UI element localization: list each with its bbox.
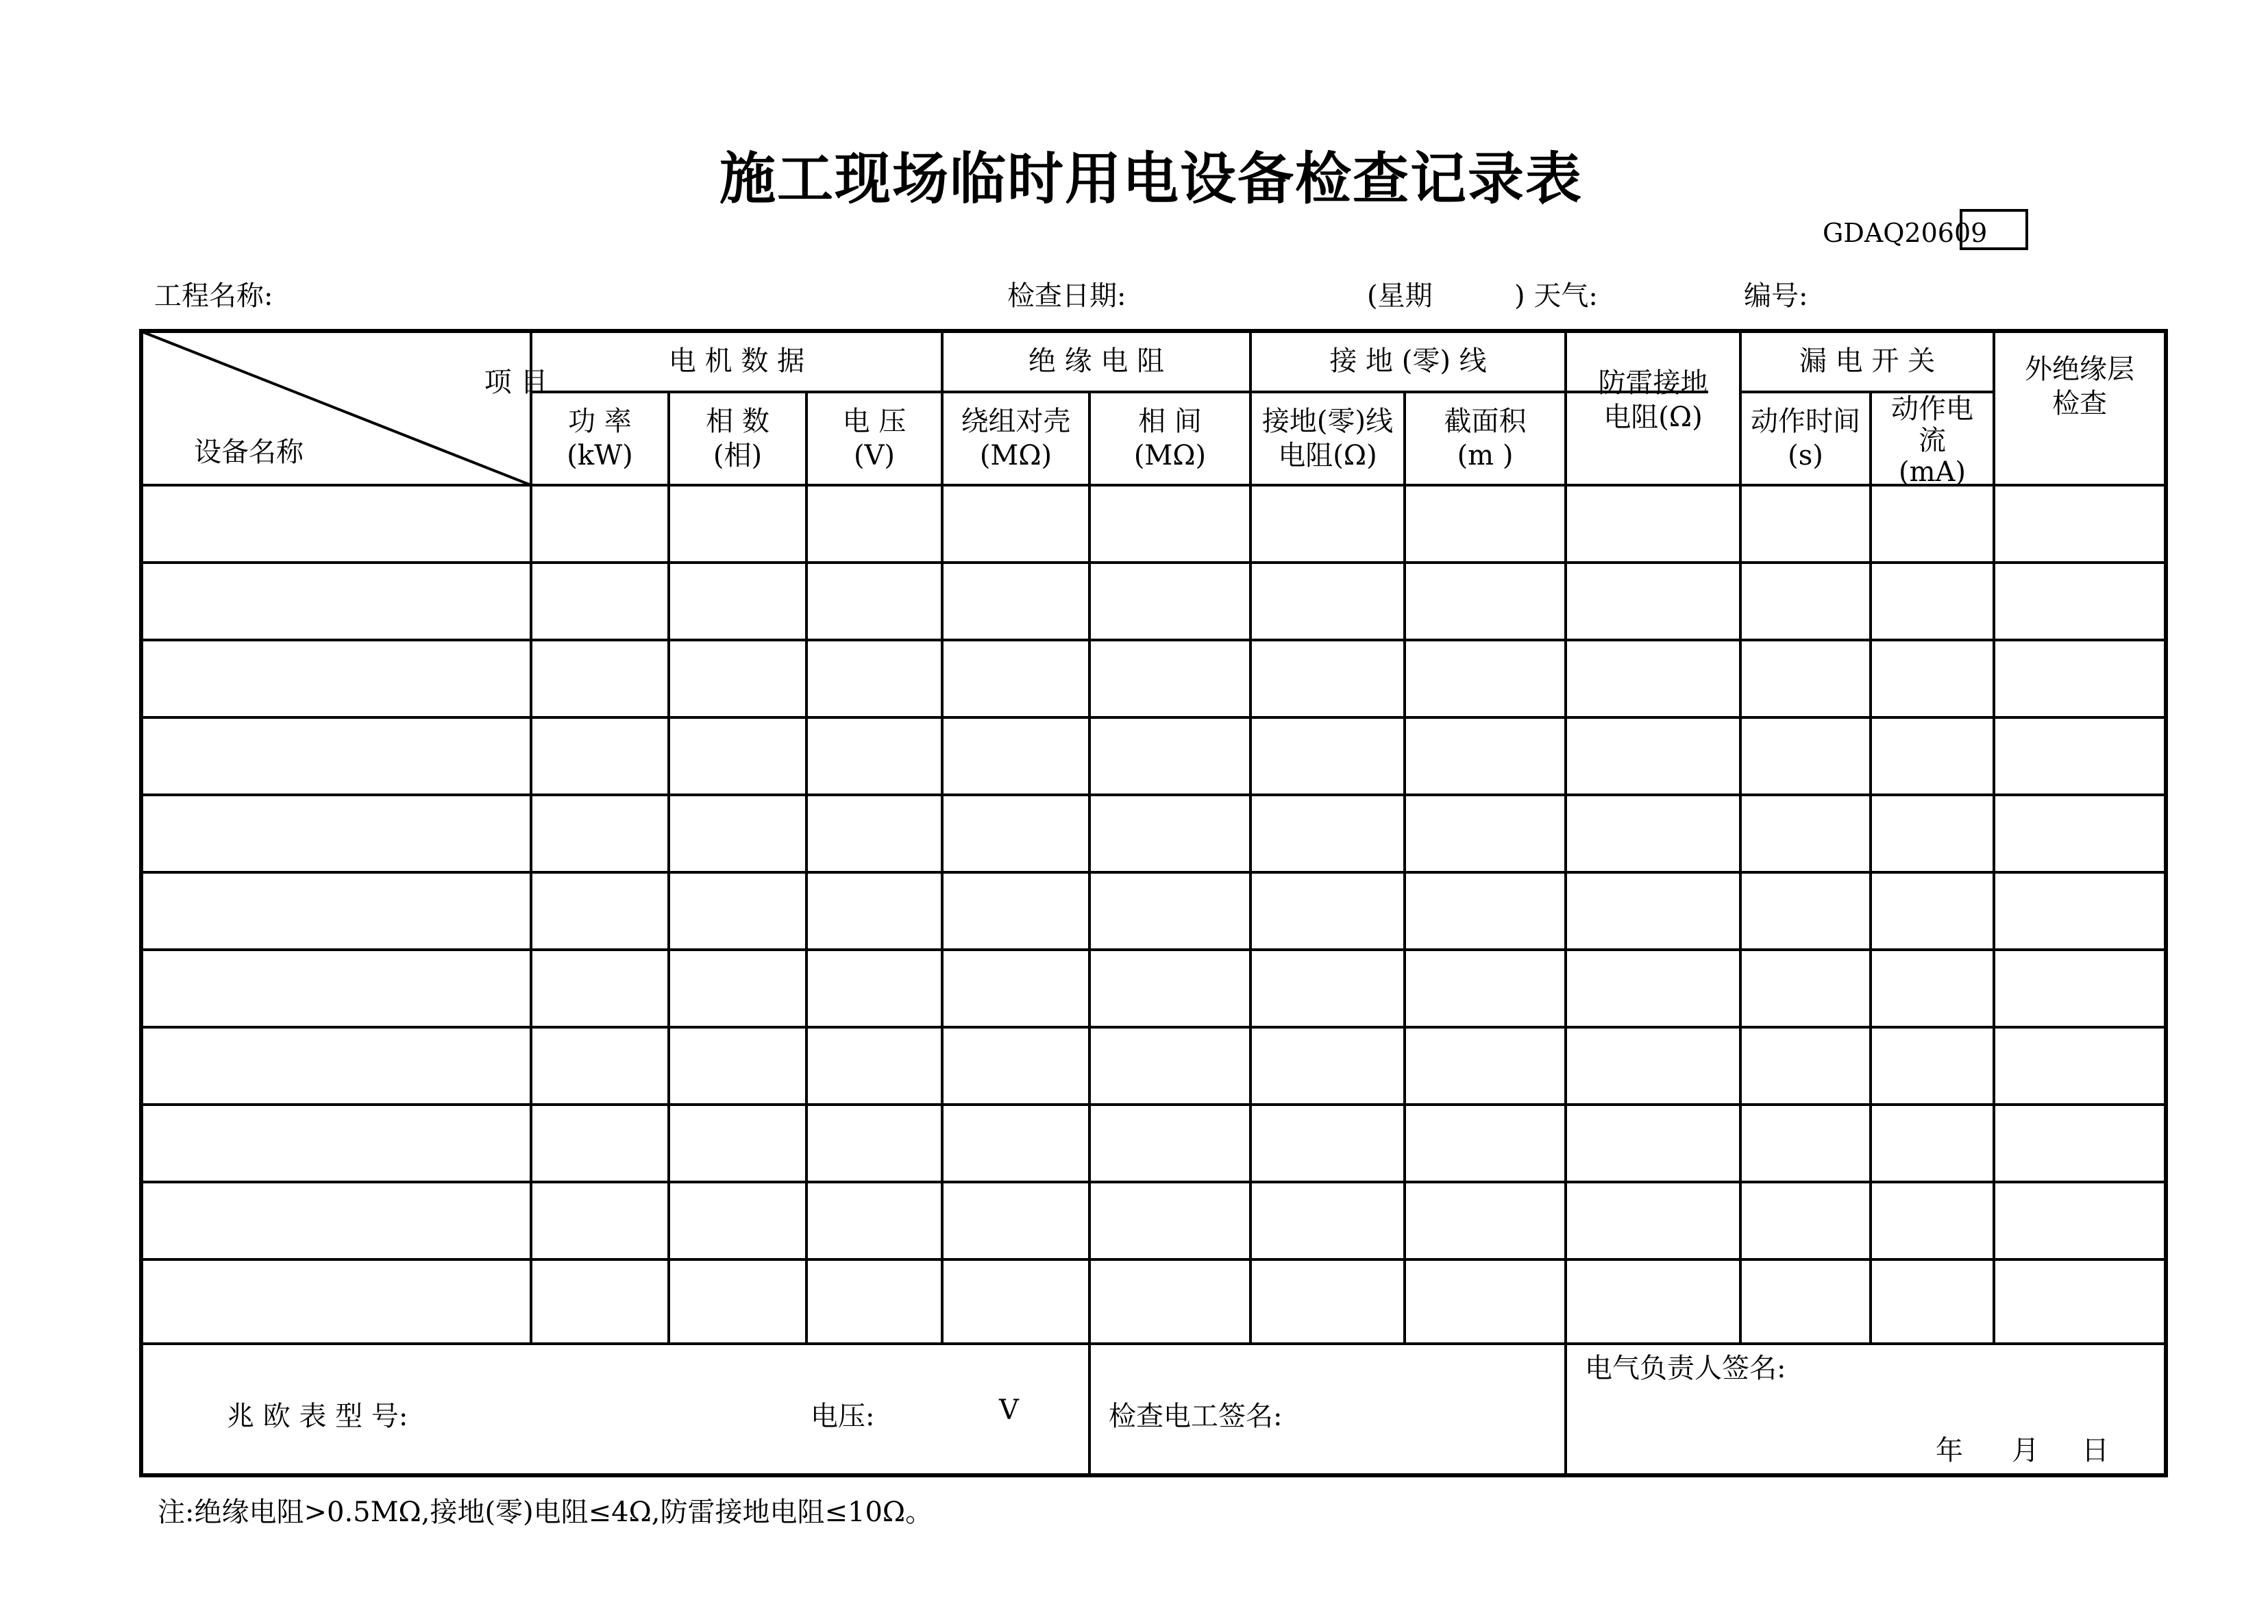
record-number-label: 编号: [1744, 280, 1808, 312]
row-line [139, 1258, 2168, 1261]
row-line [139, 1103, 2168, 1106]
winding-to-shell-header: 绕组对壳 (MΩ) [961, 406, 1071, 471]
interphase-header: 相 间 (MΩ) [1133, 406, 1207, 471]
row-line [139, 639, 2168, 641]
month-label: 月 [2012, 1435, 2039, 1466]
row-line [139, 793, 2168, 796]
table-border-right [2164, 329, 2168, 1477]
insulation-resistance-header: 绝 缘 电 阻 [1028, 345, 1165, 377]
col-line [667, 391, 670, 1342]
action-time-header: 动作时间 (s) [1751, 406, 1860, 471]
row-line [139, 1181, 2168, 1183]
motor-data-header: 电 机 数 据 [668, 345, 805, 377]
row-line [139, 716, 2168, 719]
col-line [1088, 391, 1091, 1477]
table-border-left [139, 329, 143, 1477]
project-name-label: 工程名称: [154, 280, 273, 312]
footer-line-top [139, 1342, 2168, 1345]
col-line [1993, 329, 1995, 1342]
day-label: 日 [2082, 1435, 2109, 1466]
voltage-unit: V [999, 1394, 1019, 1426]
device-name-header: 设备名称 [194, 436, 304, 468]
col-line [1869, 391, 1872, 1342]
supervisor-signature-label: 电气负责人签名: [1585, 1353, 1786, 1384]
weather-label: ) 天气: [1514, 280, 1598, 312]
footnote: 注:绝缘电阻>0.5MΩ,接地(零)电阻≤4Ω,防雷接地电阻≤10Ω。 [158, 1497, 933, 1528]
phase-header: 相 数 (相) [706, 406, 769, 471]
col-line [1403, 391, 1406, 1342]
megohmmeter-model-label: 兆 欧 表 型 号: [227, 1401, 408, 1432]
form-code: GDAQ20609 [1823, 218, 1988, 248]
grounding-header: 接 地 (零) 线 [1329, 345, 1487, 377]
row-line [139, 1026, 2168, 1029]
electrician-signature-label: 检查电工签名: [1109, 1401, 1283, 1432]
ground-resistance-header: 接地(零)线 电阻(Ω) [1261, 406, 1394, 471]
year-label: 年 [1936, 1435, 1963, 1466]
table-border-bottom [139, 1473, 2168, 1477]
page-title: 施工现场临时用电设备检查记录表 [719, 147, 1583, 212]
voltage-label: 电压: [811, 1401, 875, 1432]
weekday-open-label: (星期 [1367, 280, 1433, 312]
item-header: 项 目 [484, 367, 548, 398]
power-header: 功 率 (kW) [567, 406, 633, 471]
row-line [139, 871, 2168, 874]
outer-insulation-header: 外绝缘层 检查 [2025, 354, 2134, 419]
cross-section-header: 截面积 (m ) [1444, 406, 1527, 471]
form-code-box[interactable] [1960, 209, 2028, 250]
col-line [805, 391, 808, 1342]
inspection-date-label: 检查日期: [1007, 280, 1126, 312]
leakage-switch-header: 漏 电 开 关 [1799, 345, 1936, 377]
row-line [139, 948, 2168, 951]
col-line [1564, 329, 1567, 1477]
lightning-grounding-header: 防雷接地 电阻(Ω) [1598, 367, 1708, 433]
voltage-header: 电 压 (V) [842, 406, 907, 471]
row-line [139, 561, 2168, 564]
action-current-header: 动作电 流 (mA) [1891, 393, 1973, 488]
